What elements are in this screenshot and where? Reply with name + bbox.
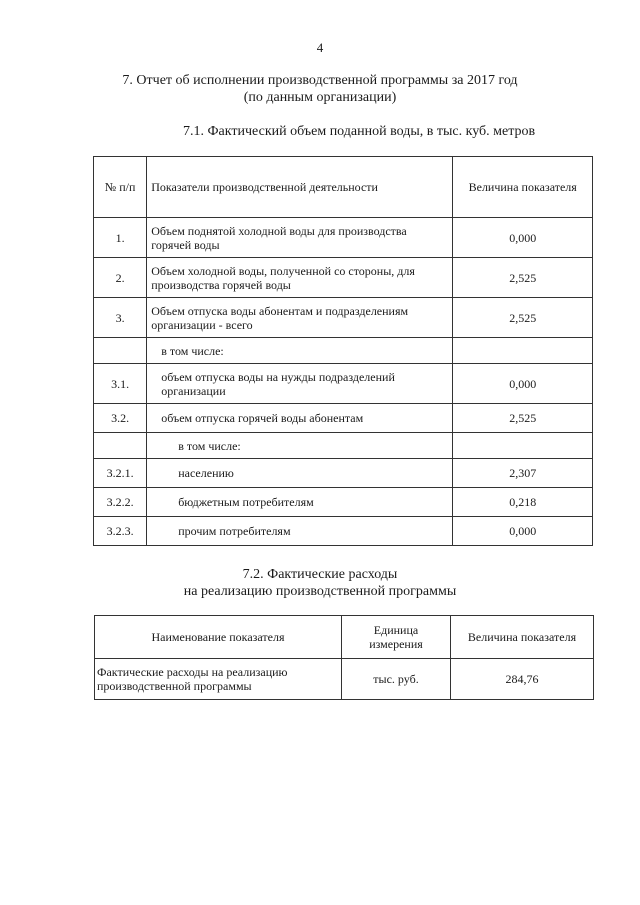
row-name: объем отпуска горячей воды абонентам xyxy=(147,404,453,433)
row-number: 3.2.1. xyxy=(94,459,147,488)
row-value: 0,000 xyxy=(453,364,593,404)
section-7-subtitle: (по данным организации) xyxy=(243,90,397,105)
table-row xyxy=(94,433,593,459)
row-value: 2,307 xyxy=(453,459,593,488)
row-number: 3.2.3. xyxy=(94,517,147,546)
header-unit: Единица измерения xyxy=(342,616,451,659)
expense-name: Фактические расходы на реализацию производственной программы xyxy=(95,659,342,700)
table-row xyxy=(94,298,593,338)
header-indicator: Показатели производственной деятельности xyxy=(147,157,453,218)
row-value: 2,525 xyxy=(453,258,593,298)
row-number: 3.2. xyxy=(94,404,147,433)
row-value: 2,525 xyxy=(453,404,593,433)
row-number: 2. xyxy=(94,258,147,298)
expense-value: 284,76 xyxy=(451,659,594,700)
row-value xyxy=(453,433,593,459)
table-row xyxy=(94,517,593,546)
header-number: № п/п xyxy=(94,157,147,218)
row-value: 2,525 xyxy=(453,298,593,338)
table-row xyxy=(95,659,594,700)
table-row xyxy=(94,338,593,364)
row-name: Объем холодной воды, полученной со стороны, для производства горячей воды xyxy=(147,258,453,298)
row-number: 3. xyxy=(94,298,147,338)
row-value: 0,000 xyxy=(453,218,593,258)
row-value: 0,218 xyxy=(453,488,593,517)
table-row xyxy=(94,459,593,488)
expense-unit: тыс. руб. xyxy=(342,659,451,700)
header-value: Величина показателя xyxy=(453,157,593,218)
row-name: в том числе: xyxy=(147,338,453,364)
table-row xyxy=(94,218,593,258)
row-name: Объем поднятой холодной воды для производства горячей воды xyxy=(147,218,453,258)
page-number: 4 xyxy=(316,40,324,55)
table-row xyxy=(94,404,593,433)
row-number: 1. xyxy=(94,218,147,258)
row-name: в том числе: xyxy=(147,433,453,459)
table-row xyxy=(94,488,593,517)
row-value xyxy=(453,338,593,364)
section-7-1-title: 7.1. Фактический объем поданной воды, в тыс. куб. метров xyxy=(183,124,536,139)
section-7-title: 7. Отчет об исполнении производственной программы за 2017 год xyxy=(122,73,518,88)
section-7-2-title: 7.2. Фактические расходы xyxy=(242,567,398,582)
row-number xyxy=(94,338,147,364)
row-name: объем отпуска воды на нужды подразделений организации xyxy=(147,364,453,404)
section-7-2-subtitle: на реализацию производственной программы xyxy=(183,584,457,599)
row-name: бюджетным потребителям xyxy=(147,488,453,517)
table-row xyxy=(94,364,593,404)
row-number: 3.1. xyxy=(94,364,147,404)
header-indicator-name: Наименование показателя xyxy=(95,616,342,659)
row-value: 0,000 xyxy=(453,517,593,546)
water-volume-table xyxy=(93,156,593,546)
expenses-table xyxy=(94,615,594,700)
table-row xyxy=(94,258,593,298)
row-name: населению xyxy=(147,459,453,488)
row-number: 3.2.2. xyxy=(94,488,147,517)
row-number xyxy=(94,433,147,459)
row-name: прочим потребителям xyxy=(147,517,453,546)
header-value: Величина показателя xyxy=(451,616,594,659)
row-name: Объем отпуска воды абонентам и подразделениям организации - всего xyxy=(147,298,453,338)
section-7-heading xyxy=(0,72,640,106)
section-7-2-heading xyxy=(0,566,640,600)
